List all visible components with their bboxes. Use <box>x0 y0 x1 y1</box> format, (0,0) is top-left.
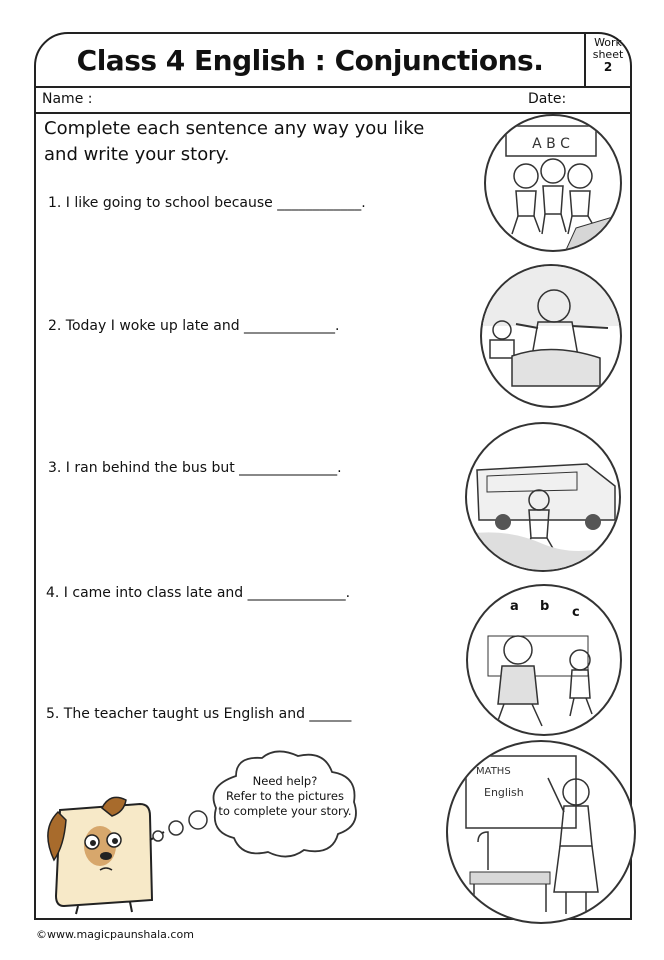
question-4: 4. I came into class late and ______________. <box>46 585 351 601</box>
thought-bubble-dots <box>150 806 210 846</box>
picture-kids-school <box>484 114 622 252</box>
worksheet-label-line1: Work <box>594 36 622 49</box>
title-row <box>36 34 630 88</box>
help-line1: Need help? <box>252 774 318 788</box>
boy-waking-illustration <box>482 266 620 406</box>
worksheet-label-line2: sheet <box>592 48 624 61</box>
question-2: 2. Today I woke up late and _____________. <box>48 318 340 334</box>
date-label: Date: <box>528 91 567 107</box>
help-line2: Refer to the pictures <box>226 789 344 803</box>
footer-copyright: ©www.magicpaunshala.com <box>36 928 194 941</box>
question-5: 5. The teacher taught us English and ______ <box>46 706 352 722</box>
help-bubble-text <box>210 774 360 819</box>
worksheet-number-box <box>584 34 630 86</box>
picture-class-late <box>466 584 622 736</box>
picture-teacher-board <box>446 740 636 924</box>
pic5-board-line1: MATHS <box>476 766 511 777</box>
name-date-row <box>36 86 630 114</box>
name-label: Name : <box>42 91 93 107</box>
question-3: 3. I ran behind the bus but ______________. <box>48 460 342 476</box>
pic4-letter-b: b <box>540 599 550 614</box>
picture-bus <box>465 422 621 572</box>
bus-illustration <box>467 424 619 570</box>
pic5-board-line2: English <box>484 786 524 799</box>
instructions-line1: Complete each sentence any way you like <box>44 118 425 139</box>
page-title: Class 4 English : Conjunctions. <box>76 44 544 77</box>
worksheet-number: 2 <box>603 60 613 74</box>
teacher-board-illustration <box>448 742 634 922</box>
kids-school-illustration <box>486 116 620 250</box>
instructions-line2: and write your story. <box>44 144 230 165</box>
pic4-letter-c: c <box>572 605 580 620</box>
pic1-board-text: A B C <box>532 136 570 152</box>
help-line3: to complete your story. <box>218 804 352 818</box>
picture-boy-waking <box>480 264 622 408</box>
question-1: 1. I like going to school because ____________. <box>48 195 366 211</box>
pic4-letter-a: a <box>510 599 519 614</box>
class-late-illustration <box>468 586 620 734</box>
instructions <box>44 116 464 168</box>
